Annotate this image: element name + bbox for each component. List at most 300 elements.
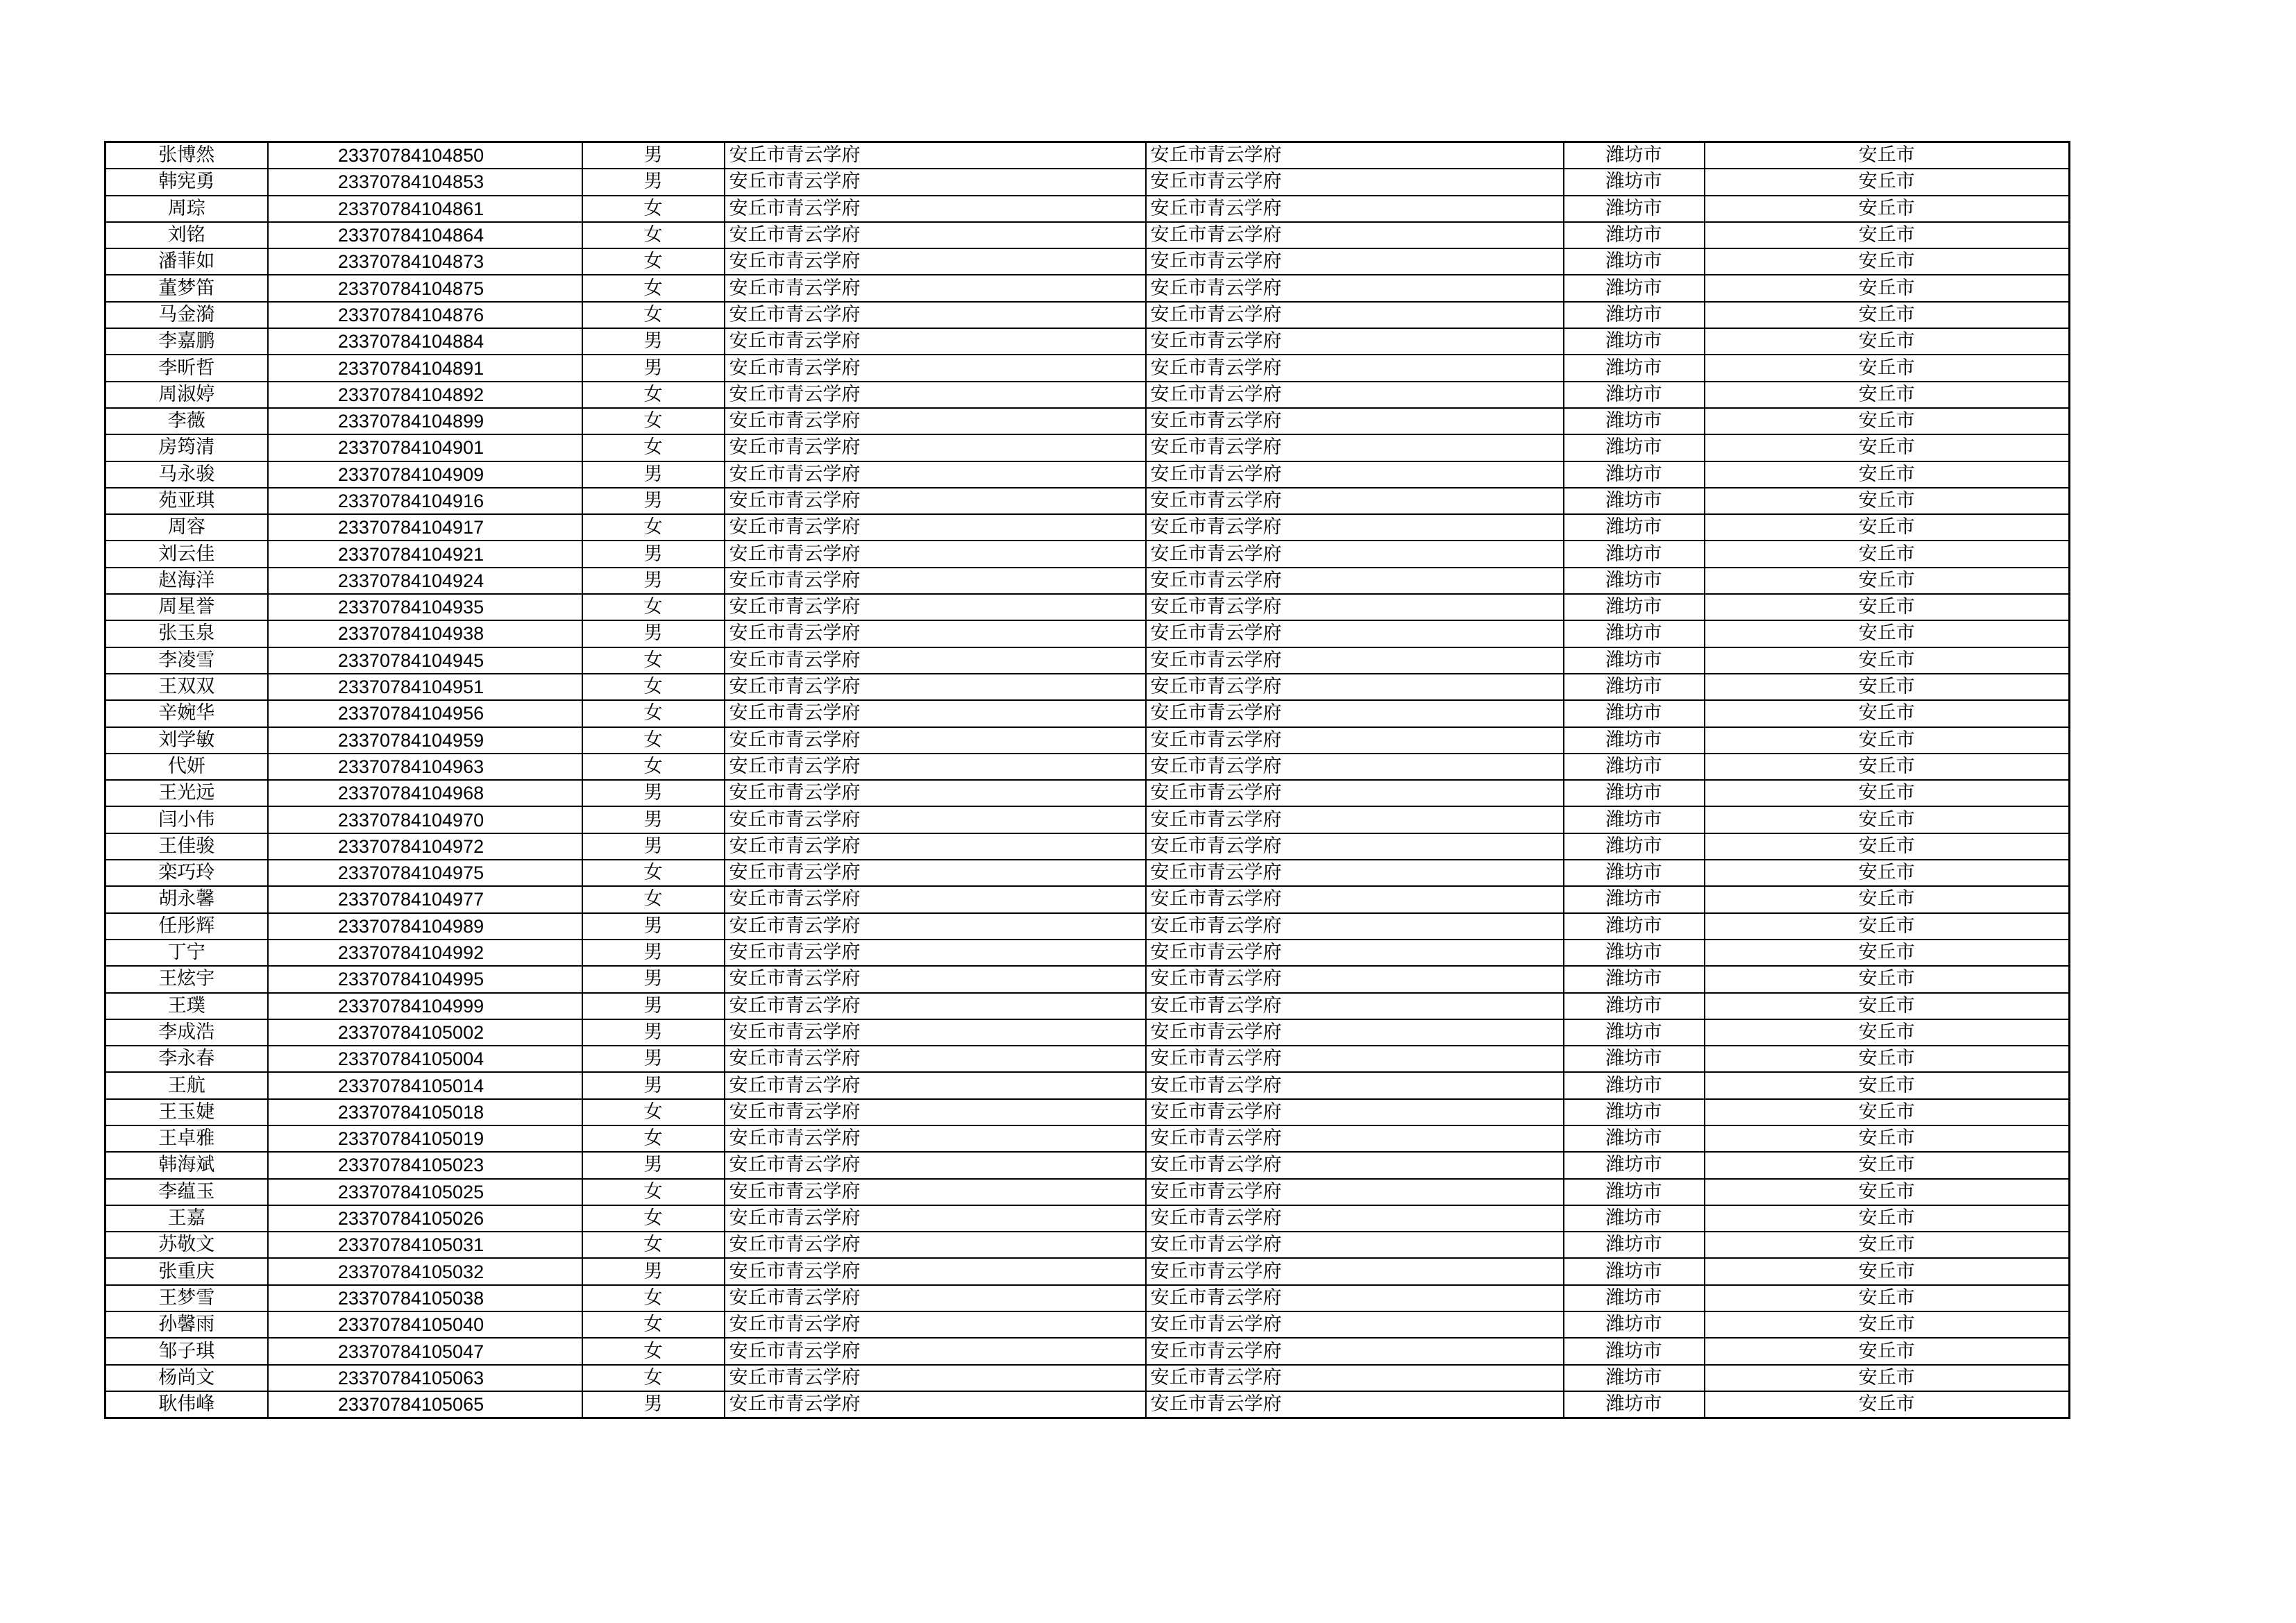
- graduation-school-cell: 安丘市青云学府: [1146, 940, 1564, 966]
- student-name-cell: 周星誉: [105, 594, 268, 620]
- student-name-cell: 刘云佳: [105, 541, 268, 567]
- city-cell: 潍坊市: [1564, 408, 1705, 434]
- table-row: [105, 328, 2070, 355]
- table-row: [105, 1232, 2070, 1258]
- graduation-school-cell: 安丘市青云学府: [1146, 1046, 1564, 1072]
- exam-id-cell: 23370784104909: [268, 461, 582, 488]
- student-name-cell: 王佳骏: [105, 833, 268, 860]
- gender-cell: 女: [582, 647, 725, 674]
- exam-id-cell: 23370784104999: [268, 993, 582, 1019]
- exam-id-cell: 23370784104972: [268, 833, 582, 860]
- exam-id-cell: 23370784104892: [268, 382, 582, 408]
- county-cell: 安丘市: [1705, 1179, 2070, 1205]
- exam-id-cell: 23370784104951: [268, 674, 582, 700]
- county-cell: 安丘市: [1705, 860, 2070, 886]
- county-cell: 安丘市: [1705, 248, 2070, 275]
- county-cell: 安丘市: [1705, 806, 2070, 833]
- gender-cell: 男: [582, 833, 725, 860]
- gender-cell: 女: [582, 408, 725, 434]
- table-row: [105, 408, 2070, 434]
- student-name-cell: 李蕴玉: [105, 1179, 268, 1205]
- city-cell: 潍坊市: [1564, 1338, 1705, 1364]
- exam-id-cell: 23370784104956: [268, 700, 582, 726]
- county-cell: 安丘市: [1705, 674, 2070, 700]
- gender-cell: 女: [582, 1311, 725, 1338]
- school-cell: 安丘市青云学府: [725, 1365, 1146, 1391]
- exam-id-cell: 23370784105014: [268, 1072, 582, 1098]
- table-row: [105, 1072, 2070, 1098]
- county-cell: 安丘市: [1705, 780, 2070, 806]
- student-name-cell: 李薇: [105, 408, 268, 434]
- gender-cell: 男: [582, 355, 725, 381]
- county-cell: 安丘市: [1705, 754, 2070, 780]
- graduation-school-cell: 安丘市青云学府: [1146, 700, 1564, 726]
- table-row: [105, 1258, 2070, 1284]
- graduation-school-cell: 安丘市青云学府: [1146, 1072, 1564, 1098]
- county-cell: 安丘市: [1705, 408, 2070, 434]
- student-name-cell: 赵海洋: [105, 568, 268, 594]
- school-cell: 安丘市青云学府: [725, 434, 1146, 461]
- table-row: [105, 860, 2070, 886]
- city-cell: 潍坊市: [1564, 700, 1705, 726]
- city-cell: 潍坊市: [1564, 1099, 1705, 1125]
- student-name-cell: 马金漪: [105, 302, 268, 328]
- table-row: [105, 727, 2070, 754]
- gender-cell: 女: [582, 248, 725, 275]
- city-cell: 潍坊市: [1564, 142, 1705, 169]
- gender-cell: 男: [582, 1258, 725, 1284]
- table-row: [105, 1019, 2070, 1046]
- student-name-cell: 周容: [105, 514, 268, 541]
- gender-cell: 女: [582, 275, 725, 301]
- exam-id-cell: 23370784105031: [268, 1232, 582, 1258]
- county-cell: 安丘市: [1705, 434, 2070, 461]
- graduation-school-cell: 安丘市青云学府: [1146, 355, 1564, 381]
- student-name-cell: 马永骏: [105, 461, 268, 488]
- school-cell: 安丘市青云学府: [725, 833, 1146, 860]
- gender-cell: 女: [582, 594, 725, 620]
- graduation-school-cell: 安丘市青云学府: [1146, 1338, 1564, 1364]
- gender-cell: 女: [582, 754, 725, 780]
- gender-cell: 女: [582, 1099, 725, 1125]
- table-row: [105, 674, 2070, 700]
- exam-id-cell: 23370784104989: [268, 913, 582, 940]
- exam-id-cell: 23370784104975: [268, 860, 582, 886]
- gender-cell: 女: [582, 514, 725, 541]
- county-cell: 安丘市: [1705, 1046, 2070, 1072]
- city-cell: 潍坊市: [1564, 514, 1705, 541]
- table-row: [105, 913, 2070, 940]
- gender-cell: 男: [582, 806, 725, 833]
- county-cell: 安丘市: [1705, 382, 2070, 408]
- gender-cell: 男: [582, 993, 725, 1019]
- city-cell: 潍坊市: [1564, 993, 1705, 1019]
- gender-cell: 男: [582, 1391, 725, 1418]
- county-cell: 安丘市: [1705, 1205, 2070, 1232]
- city-cell: 潍坊市: [1564, 1365, 1705, 1391]
- county-cell: 安丘市: [1705, 966, 2070, 992]
- exam-id-cell: 23370784104977: [268, 886, 582, 912]
- student-name-cell: 周琮: [105, 196, 268, 222]
- exam-id-cell: 23370784105019: [268, 1125, 582, 1152]
- exam-id-cell: 23370784104938: [268, 620, 582, 647]
- city-cell: 潍坊市: [1564, 1125, 1705, 1152]
- student-name-cell: 韩宪勇: [105, 169, 268, 195]
- school-cell: 安丘市青云学府: [725, 1179, 1146, 1205]
- gender-cell: 女: [582, 1285, 725, 1311]
- student-name-cell: 张玉泉: [105, 620, 268, 647]
- school-cell: 安丘市青云学府: [725, 594, 1146, 620]
- graduation-school-cell: 安丘市青云学府: [1146, 1232, 1564, 1258]
- county-cell: 安丘市: [1705, 169, 2070, 195]
- table-body: [105, 142, 2070, 1418]
- county-cell: 安丘市: [1705, 1152, 2070, 1178]
- graduation-school-cell: 安丘市青云学府: [1146, 461, 1564, 488]
- school-cell: 安丘市青云学府: [725, 488, 1146, 514]
- county-cell: 安丘市: [1705, 833, 2070, 860]
- graduation-school-cell: 安丘市青云学府: [1146, 674, 1564, 700]
- school-cell: 安丘市青云学府: [725, 1019, 1146, 1046]
- exam-id-cell: 23370784104935: [268, 594, 582, 620]
- city-cell: 潍坊市: [1564, 780, 1705, 806]
- table-row: [105, 1179, 2070, 1205]
- school-cell: 安丘市青云学府: [725, 408, 1146, 434]
- gender-cell: 女: [582, 196, 725, 222]
- county-cell: 安丘市: [1705, 594, 2070, 620]
- gender-cell: 男: [582, 1019, 725, 1046]
- table-row: [105, 142, 2070, 169]
- city-cell: 潍坊市: [1564, 806, 1705, 833]
- city-cell: 潍坊市: [1564, 647, 1705, 674]
- city-cell: 潍坊市: [1564, 222, 1705, 248]
- city-cell: 潍坊市: [1564, 594, 1705, 620]
- exam-id-cell: 23370784105002: [268, 1019, 582, 1046]
- graduation-school-cell: 安丘市青云学府: [1146, 382, 1564, 408]
- graduation-school-cell: 安丘市青云学府: [1146, 806, 1564, 833]
- county-cell: 安丘市: [1705, 1258, 2070, 1284]
- student-name-cell: 王嘉: [105, 1205, 268, 1232]
- county-cell: 安丘市: [1705, 620, 2070, 647]
- table-row: [105, 1099, 2070, 1125]
- gender-cell: 男: [582, 1072, 725, 1098]
- table-row: [105, 1046, 2070, 1072]
- table-row: [105, 620, 2070, 647]
- school-cell: 安丘市青云学府: [725, 248, 1146, 275]
- table-row: [105, 1311, 2070, 1338]
- city-cell: 潍坊市: [1564, 833, 1705, 860]
- table-row: [105, 647, 2070, 674]
- county-cell: 安丘市: [1705, 700, 2070, 726]
- city-cell: 潍坊市: [1564, 1311, 1705, 1338]
- school-cell: 安丘市青云学府: [725, 886, 1146, 912]
- school-cell: 安丘市青云学府: [725, 302, 1146, 328]
- exam-id-cell: 23370784105047: [268, 1338, 582, 1364]
- graduation-school-cell: 安丘市青云学府: [1146, 780, 1564, 806]
- city-cell: 潍坊市: [1564, 966, 1705, 992]
- city-cell: 潍坊市: [1564, 1046, 1705, 1072]
- gender-cell: 男: [582, 940, 725, 966]
- graduation-school-cell: 安丘市青云学府: [1146, 913, 1564, 940]
- student-name-cell: 苑亚琪: [105, 488, 268, 514]
- school-cell: 安丘市青云学府: [725, 1099, 1146, 1125]
- city-cell: 潍坊市: [1564, 754, 1705, 780]
- county-cell: 安丘市: [1705, 355, 2070, 381]
- city-cell: 潍坊市: [1564, 1232, 1705, 1258]
- school-cell: 安丘市青云学府: [725, 993, 1146, 1019]
- city-cell: 潍坊市: [1564, 913, 1705, 940]
- graduation-school-cell: 安丘市青云学府: [1146, 833, 1564, 860]
- school-cell: 安丘市青云学府: [725, 461, 1146, 488]
- exam-id-cell: 23370784105018: [268, 1099, 582, 1125]
- city-cell: 潍坊市: [1564, 1205, 1705, 1232]
- city-cell: 潍坊市: [1564, 434, 1705, 461]
- graduation-school-cell: 安丘市青云学府: [1146, 754, 1564, 780]
- gender-cell: 男: [582, 966, 725, 992]
- county-cell: 安丘市: [1705, 913, 2070, 940]
- student-name-cell: 栾巧玲: [105, 860, 268, 886]
- county-cell: 安丘市: [1705, 1019, 2070, 1046]
- city-cell: 潍坊市: [1564, 355, 1705, 381]
- gender-cell: 女: [582, 727, 725, 754]
- student-name-cell: 刘铭: [105, 222, 268, 248]
- school-cell: 安丘市青云学府: [725, 727, 1146, 754]
- table-row: [105, 434, 2070, 461]
- city-cell: 潍坊市: [1564, 674, 1705, 700]
- gender-cell: 女: [582, 886, 725, 912]
- county-cell: 安丘市: [1705, 1072, 2070, 1098]
- gender-cell: 女: [582, 382, 725, 408]
- table-row: [105, 594, 2070, 620]
- graduation-school-cell: 安丘市青云学府: [1146, 434, 1564, 461]
- graduation-school-cell: 安丘市青云学府: [1146, 1311, 1564, 1338]
- school-cell: 安丘市青云学府: [725, 1125, 1146, 1152]
- table-row: [105, 780, 2070, 806]
- school-cell: 安丘市青云学府: [725, 169, 1146, 195]
- county-cell: 安丘市: [1705, 727, 2070, 754]
- student-name-cell: 潘菲如: [105, 248, 268, 275]
- graduation-school-cell: 安丘市青云学府: [1146, 860, 1564, 886]
- exam-id-cell: 23370784104876: [268, 302, 582, 328]
- school-cell: 安丘市青云学府: [725, 780, 1146, 806]
- student-name-cell: 王炫宇: [105, 966, 268, 992]
- exam-id-cell: 23370784104963: [268, 754, 582, 780]
- city-cell: 潍坊市: [1564, 196, 1705, 222]
- county-cell: 安丘市: [1705, 328, 2070, 355]
- school-cell: 安丘市青云学府: [725, 541, 1146, 567]
- graduation-school-cell: 安丘市青云学府: [1146, 1391, 1564, 1418]
- county-cell: 安丘市: [1705, 514, 2070, 541]
- graduation-school-cell: 安丘市青云学府: [1146, 727, 1564, 754]
- graduation-school-cell: 安丘市青云学府: [1146, 1205, 1564, 1232]
- exam-id-cell: 23370784104945: [268, 647, 582, 674]
- graduation-school-cell: 安丘市青云学府: [1146, 993, 1564, 1019]
- graduation-school-cell: 安丘市青云学府: [1146, 248, 1564, 275]
- gender-cell: 女: [582, 1338, 725, 1364]
- city-cell: 潍坊市: [1564, 568, 1705, 594]
- gender-cell: 男: [582, 328, 725, 355]
- school-cell: 安丘市青云学府: [725, 806, 1146, 833]
- county-cell: 安丘市: [1705, 1099, 2070, 1125]
- student-name-cell: 王璞: [105, 993, 268, 1019]
- city-cell: 潍坊市: [1564, 328, 1705, 355]
- county-cell: 安丘市: [1705, 1232, 2070, 1258]
- gender-cell: 男: [582, 620, 725, 647]
- gender-cell: 女: [582, 1205, 725, 1232]
- exam-id-cell: 23370784104861: [268, 196, 582, 222]
- exam-id-cell: 23370784104995: [268, 966, 582, 992]
- exam-id-cell: 23370784104884: [268, 328, 582, 355]
- exam-id-cell: 23370784105026: [268, 1205, 582, 1232]
- school-cell: 安丘市青云学府: [725, 647, 1146, 674]
- table-row: [105, 833, 2070, 860]
- gender-cell: 女: [582, 674, 725, 700]
- student-name-cell: 任彤辉: [105, 913, 268, 940]
- county-cell: 安丘市: [1705, 142, 2070, 169]
- exam-id-cell: 23370784105004: [268, 1046, 582, 1072]
- school-cell: 安丘市青云学府: [725, 142, 1146, 169]
- county-cell: 安丘市: [1705, 993, 2070, 1019]
- student-name-cell: 王航: [105, 1072, 268, 1098]
- graduation-school-cell: 安丘市青云学府: [1146, 275, 1564, 301]
- student-name-cell: 张博然: [105, 142, 268, 169]
- school-cell: 安丘市青云学府: [725, 1152, 1146, 1178]
- school-cell: 安丘市青云学府: [725, 940, 1146, 966]
- exam-id-cell: 23370784104917: [268, 514, 582, 541]
- student-name-cell: 刘学敏: [105, 727, 268, 754]
- gender-cell: 女: [582, 1179, 725, 1205]
- table-row: [105, 169, 2070, 195]
- city-cell: 潍坊市: [1564, 302, 1705, 328]
- student-name-cell: 韩海斌: [105, 1152, 268, 1178]
- gender-cell: 男: [582, 780, 725, 806]
- gender-cell: 男: [582, 142, 725, 169]
- student-name-cell: 李嘉鹏: [105, 328, 268, 355]
- student-name-cell: 李成浩: [105, 1019, 268, 1046]
- school-cell: 安丘市青云学府: [725, 382, 1146, 408]
- graduation-school-cell: 安丘市青云学府: [1146, 169, 1564, 195]
- table-row: [105, 302, 2070, 328]
- gender-cell: 男: [582, 169, 725, 195]
- exam-id-cell: 23370784104924: [268, 568, 582, 594]
- table-row: [105, 993, 2070, 1019]
- city-cell: 潍坊市: [1564, 488, 1705, 514]
- student-name-cell: 李凌雪: [105, 647, 268, 674]
- school-cell: 安丘市青云学府: [725, 355, 1146, 381]
- school-cell: 安丘市青云学府: [725, 328, 1146, 355]
- graduation-school-cell: 安丘市青云学府: [1146, 1099, 1564, 1125]
- exam-id-cell: 23370784104916: [268, 488, 582, 514]
- gender-cell: 男: [582, 541, 725, 567]
- table-row: [105, 1285, 2070, 1311]
- gender-cell: 男: [582, 1152, 725, 1178]
- school-cell: 安丘市青云学府: [725, 674, 1146, 700]
- graduation-school-cell: 安丘市青云学府: [1146, 647, 1564, 674]
- table-row: [105, 1391, 2070, 1418]
- table-row: [105, 754, 2070, 780]
- city-cell: 潍坊市: [1564, 1391, 1705, 1418]
- student-name-cell: 孙馨雨: [105, 1311, 268, 1338]
- exam-id-cell: 23370784105032: [268, 1258, 582, 1284]
- graduation-school-cell: 安丘市青云学府: [1146, 222, 1564, 248]
- city-cell: 潍坊市: [1564, 620, 1705, 647]
- graduation-school-cell: 安丘市青云学府: [1146, 1258, 1564, 1284]
- exam-id-cell: 23370784104959: [268, 727, 582, 754]
- student-name-cell: 张重庆: [105, 1258, 268, 1284]
- student-name-cell: 苏敬文: [105, 1232, 268, 1258]
- student-name-cell: 丁宁: [105, 940, 268, 966]
- exam-id-cell: 23370784104875: [268, 275, 582, 301]
- student-name-cell: 李昕哲: [105, 355, 268, 381]
- graduation-school-cell: 安丘市青云学府: [1146, 142, 1564, 169]
- gender-cell: 男: [582, 488, 725, 514]
- county-cell: 安丘市: [1705, 1391, 2070, 1418]
- table-row: [105, 700, 2070, 726]
- table-row: [105, 568, 2070, 594]
- student-name-cell: 王卓雅: [105, 1125, 268, 1152]
- exam-id-cell: 23370784104992: [268, 940, 582, 966]
- table-row: [105, 1125, 2070, 1152]
- table-row: [105, 488, 2070, 514]
- exam-id-cell: 23370784104921: [268, 541, 582, 567]
- gender-cell: 男: [582, 913, 725, 940]
- school-cell: 安丘市青云学府: [725, 754, 1146, 780]
- graduation-school-cell: 安丘市青云学府: [1146, 196, 1564, 222]
- exam-id-cell: 23370784105063: [268, 1365, 582, 1391]
- city-cell: 潍坊市: [1564, 1152, 1705, 1178]
- exam-id-cell: 23370784105040: [268, 1311, 582, 1338]
- exam-id-cell: 23370784104899: [268, 408, 582, 434]
- county-cell: 安丘市: [1705, 275, 2070, 301]
- graduation-school-cell: 安丘市青云学府: [1146, 1019, 1564, 1046]
- graduation-school-cell: 安丘市青云学府: [1146, 594, 1564, 620]
- city-cell: 潍坊市: [1564, 275, 1705, 301]
- county-cell: 安丘市: [1705, 461, 2070, 488]
- student-name-cell: 王双双: [105, 674, 268, 700]
- graduation-school-cell: 安丘市青云学府: [1146, 408, 1564, 434]
- graduation-school-cell: 安丘市青云学府: [1146, 1125, 1564, 1152]
- graduation-school-cell: 安丘市青云学府: [1146, 568, 1564, 594]
- exam-id-cell: 23370784104853: [268, 169, 582, 195]
- exam-id-cell: 23370784105038: [268, 1285, 582, 1311]
- school-cell: 安丘市青云学府: [725, 1311, 1146, 1338]
- graduation-school-cell: 安丘市青云学府: [1146, 966, 1564, 992]
- graduation-school-cell: 安丘市青云学府: [1146, 1365, 1564, 1391]
- student-name-cell: 王梦雪: [105, 1285, 268, 1311]
- table-row: [105, 355, 2070, 381]
- school-cell: 安丘市青云学府: [725, 1232, 1146, 1258]
- exam-id-cell: 23370784105023: [268, 1152, 582, 1178]
- graduation-school-cell: 安丘市青云学府: [1146, 1152, 1564, 1178]
- table-row: [105, 196, 2070, 222]
- county-cell: 安丘市: [1705, 488, 2070, 514]
- city-cell: 潍坊市: [1564, 461, 1705, 488]
- school-cell: 安丘市青云学府: [725, 1285, 1146, 1311]
- table-row: [105, 275, 2070, 301]
- graduation-school-cell: 安丘市青云学府: [1146, 541, 1564, 567]
- city-cell: 潍坊市: [1564, 1019, 1705, 1046]
- table-row: [105, 1205, 2070, 1232]
- table-row: [105, 514, 2070, 541]
- city-cell: 潍坊市: [1564, 169, 1705, 195]
- exam-id-cell: 23370784105025: [268, 1179, 582, 1205]
- county-cell: 安丘市: [1705, 541, 2070, 567]
- student-table: [104, 141, 2070, 1419]
- student-name-cell: 李永春: [105, 1046, 268, 1072]
- student-name-cell: 董梦笛: [105, 275, 268, 301]
- city-cell: 潍坊市: [1564, 1285, 1705, 1311]
- gender-cell: 女: [582, 860, 725, 886]
- county-cell: 安丘市: [1705, 1311, 2070, 1338]
